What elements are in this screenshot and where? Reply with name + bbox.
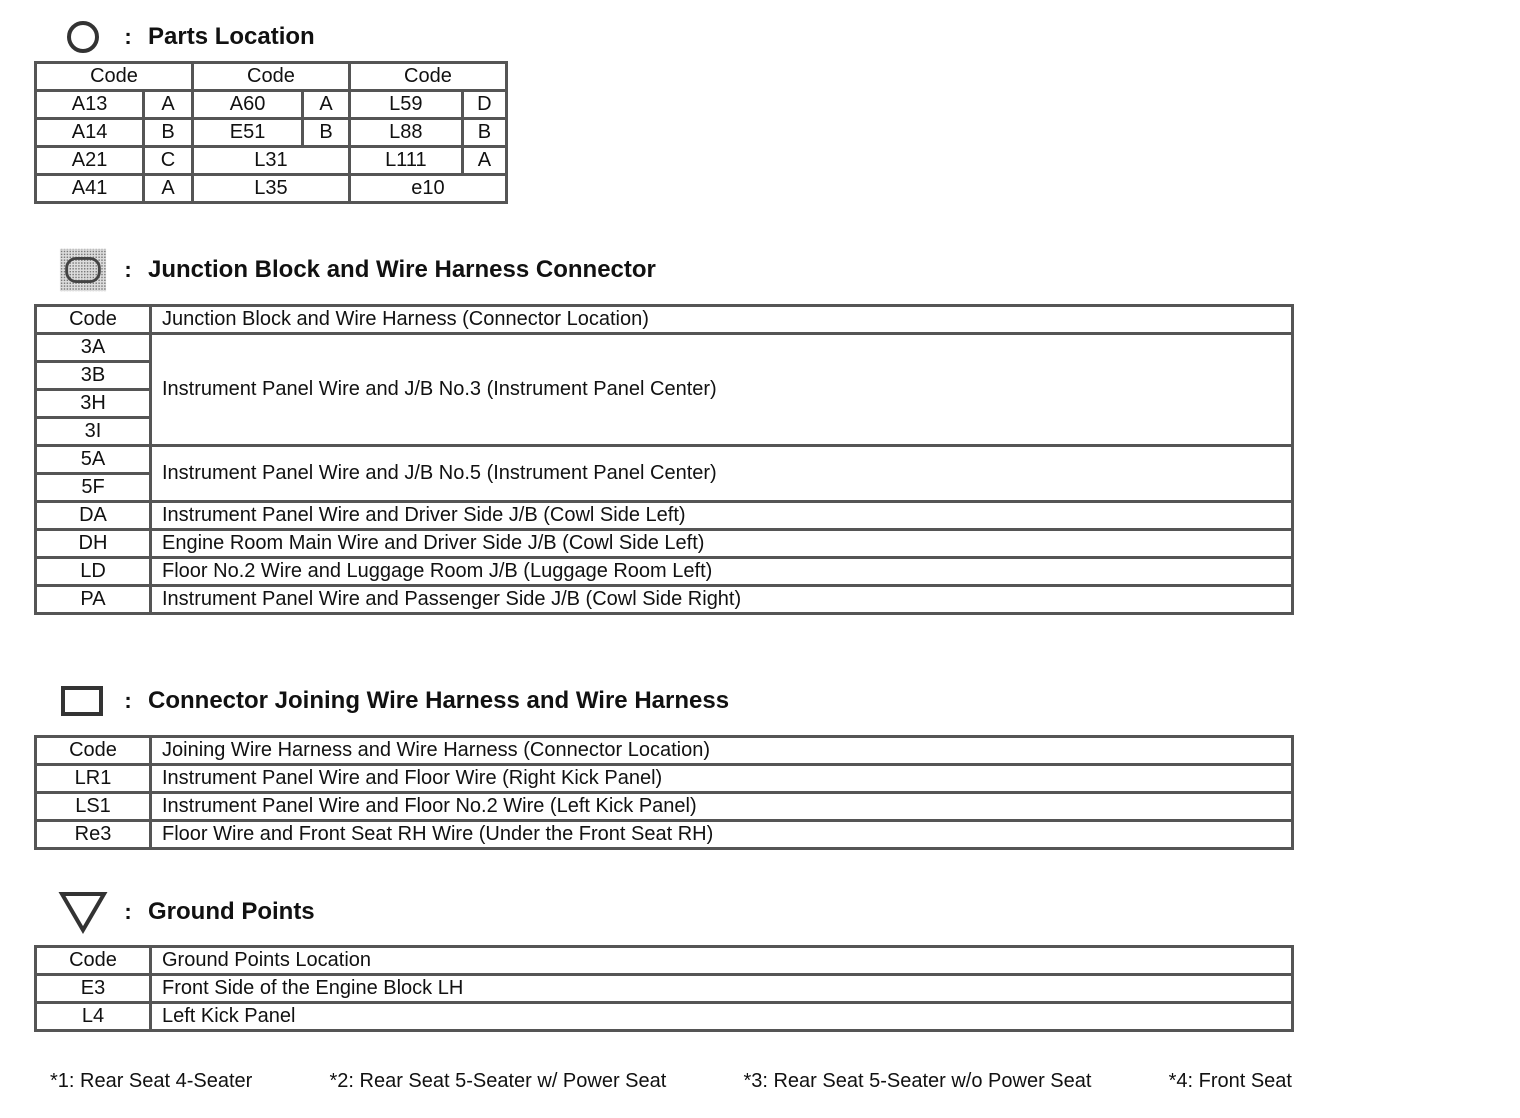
colon: : (124, 899, 132, 924)
code-header: Code (36, 63, 193, 91)
footnote: *1: Rear Seat 4-Seater (50, 1070, 253, 1092)
table-cell: L31 (192, 147, 349, 175)
table-cell: L35 (192, 175, 349, 203)
table-cell: A60 (192, 91, 302, 119)
table-row (36, 821, 1293, 849)
code-cell: 3B (36, 362, 151, 390)
table-row (36, 175, 507, 203)
table-cell: A14 (36, 119, 144, 147)
code-cell: DA (36, 502, 151, 530)
parts-location-header (58, 17, 315, 57)
circle-icon (58, 17, 108, 57)
code-cell: PA (36, 586, 151, 614)
table-row (36, 975, 1293, 1003)
code-cell: 5A (36, 446, 151, 474)
table-cell: L59 (349, 91, 462, 119)
code-cell: DH (36, 530, 151, 558)
dotted-rounded-rect-icon (58, 250, 108, 290)
table-row (36, 147, 507, 175)
location-header: Joining Wire Harness and Wire Harness (Connector Location) (151, 737, 1293, 765)
table-cell: A21 (36, 147, 144, 175)
rectangle-icon (58, 681, 108, 721)
colon: : (124, 24, 132, 49)
table-header-row (36, 306, 1293, 334)
location-header: Ground Points Location (151, 947, 1293, 975)
table-row (36, 586, 1293, 614)
location-cell: Floor Wire and Front Seat RH Wire (Under the Front Seat RH) (151, 821, 1293, 849)
table-cell: L111 (349, 147, 462, 175)
colon: : (124, 688, 132, 713)
table-cell: A (144, 91, 193, 119)
table-row (36, 446, 1293, 474)
code-cell: 3A (36, 334, 151, 362)
table-cell: A (303, 91, 350, 119)
table-cell: A13 (36, 91, 144, 119)
code-cell: LD (36, 558, 151, 586)
code-cell: LS1 (36, 793, 151, 821)
location-cell: Instrument Panel Wire and Floor No.2 Wire (Left Kick Panel) (151, 793, 1293, 821)
footnote: *3: Rear Seat 5-Seater w/o Power Seat (743, 1070, 1092, 1092)
table-row (36, 558, 1293, 586)
code-cell: E3 (36, 975, 151, 1003)
location-cell: Front Side of the Engine Block LH (151, 975, 1293, 1003)
table-cell: B (144, 119, 193, 147)
location-cell: Left Kick Panel (151, 1003, 1293, 1031)
code-header: Code (349, 63, 506, 91)
code-header: Code (192, 63, 349, 91)
location-cell: Instrument Panel Wire and J/B No.3 (Instrument Panel Center) (151, 334, 1293, 446)
table-cell: e10 (349, 175, 506, 203)
location-cell: Instrument Panel Wire and Passenger Side J/B (Cowl Side Right) (151, 586, 1293, 614)
code-cell: L4 (36, 1003, 151, 1031)
location-header: Junction Block and Wire Harness (Connector Location) (151, 306, 1293, 334)
location-cell: Instrument Panel Wire and J/B No.5 (Instrument Panel Center) (151, 446, 1293, 502)
table-row (36, 119, 507, 147)
table-row (36, 793, 1293, 821)
parts-location-table (34, 61, 508, 204)
table-cell: A41 (36, 175, 144, 203)
location-cell: Engine Room Main Wire and Driver Side J/B (Cowl Side Left) (151, 530, 1293, 558)
code-header: Code (36, 306, 151, 334)
location-cell: Floor No.2 Wire and Luggage Room J/B (Luggage Room Left) (151, 558, 1293, 586)
code-cell: Re3 (36, 821, 151, 849)
triangle-down-icon (58, 892, 108, 932)
footnote: *4: Front Seat (1168, 1070, 1292, 1092)
location-cell: Instrument Panel Wire and Floor Wire (Right Kick Panel) (151, 765, 1293, 793)
table-cell: B (462, 119, 506, 147)
table-row (36, 1003, 1293, 1031)
footnotes (50, 1070, 1292, 1093)
table-header-row (36, 947, 1293, 975)
table-header-row (36, 737, 1293, 765)
table-cell: C (144, 147, 193, 175)
table-cell: L88 (349, 119, 462, 147)
table-cell: E51 (192, 119, 302, 147)
joining-table (34, 735, 1294, 850)
code-cell: 3I (36, 418, 151, 446)
table-row (36, 502, 1293, 530)
table-header-row (36, 63, 507, 91)
code-cell: LR1 (36, 765, 151, 793)
joining-header (58, 681, 729, 721)
footnote: *2: Rear Seat 5-Seater w/ Power Seat (329, 1070, 667, 1092)
table-cell: D (462, 91, 506, 119)
table-cell: B (303, 119, 350, 147)
code-cell: 3H (36, 390, 151, 418)
junction-title: Junction Block and Wire Harness Connector (148, 256, 656, 283)
table-cell: A (144, 175, 193, 203)
junction-header (58, 250, 656, 290)
table-row (36, 91, 507, 119)
table-row (36, 530, 1293, 558)
colon: : (124, 257, 132, 282)
junction-table (34, 304, 1294, 615)
ground-header (58, 892, 315, 932)
table-row (36, 334, 1293, 362)
code-header: Code (36, 737, 151, 765)
parts-location-title: Parts Location (148, 23, 315, 50)
ground-title: Ground Points (148, 898, 315, 925)
code-header: Code (36, 947, 151, 975)
joining-title: Connector Joining Wire Harness and Wire Harness (148, 687, 730, 714)
table-cell: A (462, 147, 506, 175)
code-cell: 5F (36, 474, 151, 502)
ground-table (34, 945, 1294, 1032)
table-row (36, 765, 1293, 793)
location-cell: Instrument Panel Wire and Driver Side J/B (Cowl Side Left) (151, 502, 1293, 530)
